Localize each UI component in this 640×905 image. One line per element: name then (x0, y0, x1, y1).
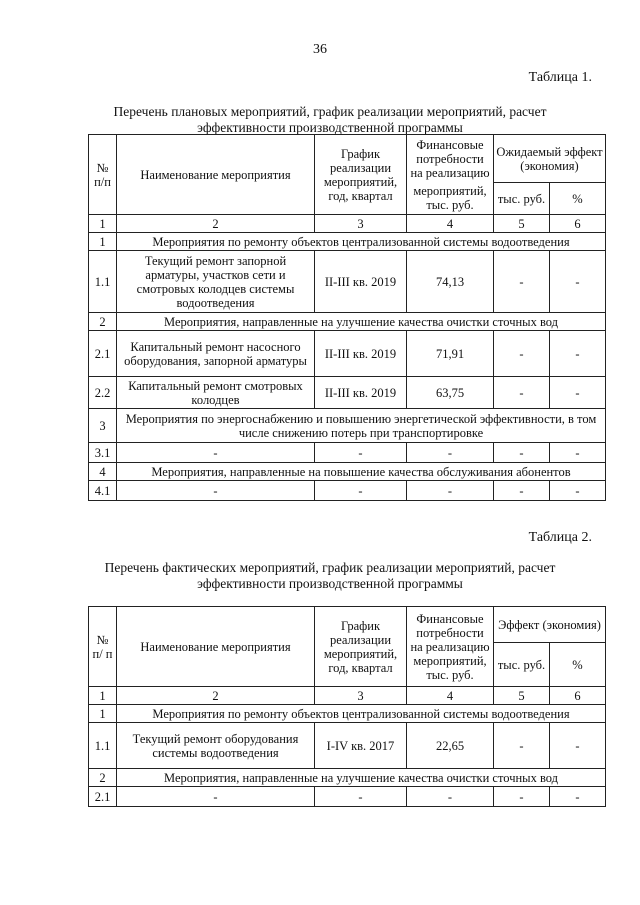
table2-title: Перечень фактических мероприятий, график реализации мероприятий, расчет эффективности производственной программы (104, 560, 556, 591)
row-num: 2.2 (89, 377, 117, 409)
row-finance: 71,91 (407, 331, 494, 377)
header-name: Наименование мероприятия (117, 135, 315, 215)
header-schedule: График реализации мероприятий, год, квартал (315, 135, 407, 215)
table-row (89, 443, 606, 463)
table-row (89, 251, 606, 313)
row-schedule: II-III кв. 2019 (315, 331, 407, 377)
row-effect1: - (494, 723, 550, 769)
page-number: 36 (313, 42, 327, 57)
header-effect-unit1: тыс. руб. (494, 643, 550, 687)
row-name: Капитальный ремонт смотровых колодцев (117, 377, 315, 409)
row-name: Капитальный ремонт насосного оборудования, запорной арматуры (117, 331, 315, 377)
header-name: Наименование мероприятия (117, 607, 315, 687)
row-name: Текущий ремонт запорной арматуры, участков сети и смотровых колодцев системы водоотведения (117, 251, 315, 313)
header-finance-top: Финансовые потребности на реализацию (407, 135, 494, 183)
row-effect1: - (494, 443, 550, 463)
row-num: 2 (89, 769, 117, 787)
header-effect-unit2: % (550, 643, 606, 687)
header-schedule: График реализации мероприятий, год, квартал (315, 607, 407, 687)
section-title: Мероприятия, направленные на улучшение качества очистки сточных вод (117, 313, 606, 331)
index-cell: 5 (494, 687, 550, 705)
row-num: 3.1 (89, 443, 117, 463)
index-cell: 1 (89, 687, 117, 705)
row-effect2: - (550, 481, 606, 501)
section-row (89, 409, 606, 443)
row-effect2: - (550, 443, 606, 463)
table1-caption: Таблица 1. (528, 70, 592, 85)
header-num: № п/п (89, 135, 117, 215)
section-title: Мероприятия, направленные на улучшение качества очистки сточных вод (117, 769, 606, 787)
row-effect1: - (494, 331, 550, 377)
row-finance: 63,75 (407, 377, 494, 409)
row-schedule: - (315, 787, 407, 807)
row-num: 4.1 (89, 481, 117, 501)
header-finance-bottom: мероприятий, тыс. руб. (407, 183, 494, 215)
row-schedule: I-IV кв. 2017 (315, 723, 407, 769)
row-effect1: - (494, 481, 550, 501)
header-effect-unit2: % (550, 183, 606, 215)
index-cell: 4 (407, 687, 494, 705)
section-title: Мероприятия по энергоснабжению и повышению энергетической эффективности, в том числе снижению потерь при транспортировке (117, 409, 606, 443)
row-num: 2.1 (89, 787, 117, 807)
row-schedule: II-III кв. 2019 (315, 377, 407, 409)
row-effect2: - (550, 377, 606, 409)
header-finance: Финансовые потребности на реализацию мероприятий, тыс. руб. (407, 607, 494, 687)
section-row (89, 313, 606, 331)
row-effect2: - (550, 787, 606, 807)
table2 (88, 606, 606, 807)
row-num: 1.1 (89, 723, 117, 769)
index-row (89, 687, 606, 705)
row-num: 1.1 (89, 251, 117, 313)
index-cell: 6 (550, 687, 606, 705)
index-cell: 1 (89, 215, 117, 233)
row-finance: 74,13 (407, 251, 494, 313)
row-effect1: - (494, 377, 550, 409)
row-num: 1 (89, 705, 117, 723)
table-row (89, 723, 606, 769)
index-cell: 6 (550, 215, 606, 233)
row-num: 2.1 (89, 331, 117, 377)
row-name: - (117, 787, 315, 807)
row-finance: - (407, 481, 494, 501)
header-effect: Ожидаемый эффект (экономия) (494, 135, 606, 183)
row-finance: - (407, 787, 494, 807)
index-cell: 2 (117, 687, 315, 705)
row-effect2: - (550, 251, 606, 313)
row-schedule: II-III кв. 2019 (315, 251, 407, 313)
index-row (89, 215, 606, 233)
index-cell: 3 (315, 687, 407, 705)
row-num: 2 (89, 313, 117, 331)
section-row (89, 463, 606, 481)
table1-title: Перечень плановых мероприятий, график реализации мероприятий, расчет эффективности производственной программы (113, 104, 547, 135)
index-cell: 2 (117, 215, 315, 233)
row-effect2: - (550, 723, 606, 769)
section-row (89, 705, 606, 723)
section-title: Мероприятия по ремонту объектов централизованной системы водоотведения (117, 705, 606, 723)
index-cell: 4 (407, 215, 494, 233)
row-finance: - (407, 443, 494, 463)
section-title: Мероприятия, направленные на повышение качества обслуживания абонентов (117, 463, 606, 481)
table-row (89, 331, 606, 377)
row-num: 4 (89, 463, 117, 481)
row-name: - (117, 443, 315, 463)
table1 (88, 134, 606, 501)
row-name: - (117, 481, 315, 501)
row-schedule: - (315, 443, 407, 463)
row-finance: 22,65 (407, 723, 494, 769)
row-effect2: - (550, 331, 606, 377)
section-row (89, 233, 606, 251)
header-num: № п/ п (89, 607, 117, 687)
section-row (89, 769, 606, 787)
row-effect1: - (494, 251, 550, 313)
row-schedule: - (315, 481, 407, 501)
index-cell: 5 (494, 215, 550, 233)
row-num: 3 (89, 409, 117, 443)
row-name: Текущий ремонт оборудования системы водоотведения (117, 723, 315, 769)
index-cell: 3 (315, 215, 407, 233)
row-effect1: - (494, 787, 550, 807)
header-effect: Эффект (экономия) (494, 607, 606, 643)
header-effect-unit1: тыс. руб. (494, 183, 550, 215)
table-row (89, 377, 606, 409)
table-row (89, 481, 606, 501)
table-row (89, 787, 606, 807)
section-title: Мероприятия по ремонту объектов централизованной системы водоотведения (117, 233, 606, 251)
row-num: 1 (89, 233, 117, 251)
table2-caption: Таблица 2. (528, 530, 592, 545)
